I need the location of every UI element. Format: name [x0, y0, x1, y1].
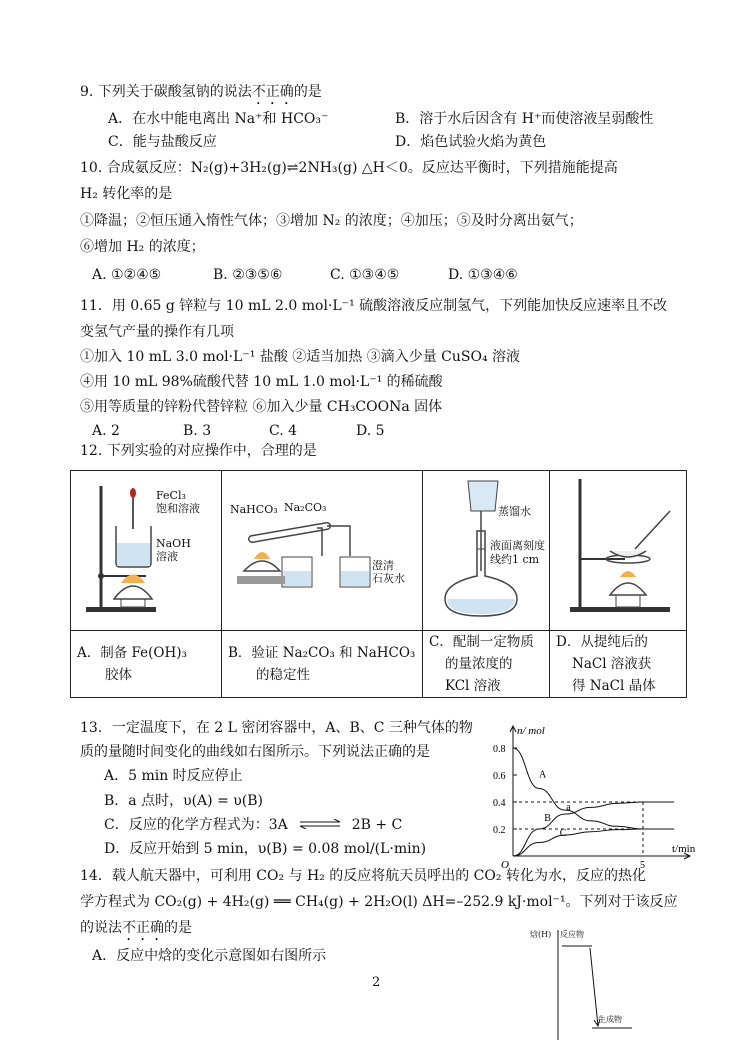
- q10-option-c: C. ①③④⑤: [330, 267, 400, 283]
- q12-stem: 12. 下列实验的对应操作中，合理的是: [80, 443, 317, 459]
- series-line-C: [513, 829, 674, 856]
- experiment-table: [70, 470, 687, 698]
- q13-option-a: A．5 min 时反应停止: [104, 768, 243, 784]
- enthalpy-axis-label: 焓(H): [530, 930, 552, 939]
- q9-stem: 9. 下列关于碳酸氢钠的说法不正确的是: [80, 84, 322, 100]
- q14-stem: 14．载人航天器中，可利用 CO₂ 与 H₂ 的反应将航天员呼出的 CO₂ 转化为水，反应的热化: [80, 868, 646, 884]
- equilibrium-arrow-icon: [298, 815, 342, 835]
- y-tick-label: 0.6: [493, 771, 506, 782]
- q11-items-1: ①加入 10 mL 3.0 mol·L⁻¹ 盐酸 ②适当加热 ③滴入少量 CuSO₄ 溶液: [80, 349, 521, 365]
- series-label-C: C: [559, 827, 567, 839]
- q10-stem: 10. 合成氨反应：N₂(g)+3H₂(g)⇌2NH₃(g) △H＜0。反应达平衡时，下列措施能提高: [80, 160, 618, 176]
- fig-b-label-nahco3: NaHCO₃: [230, 503, 278, 516]
- q14-option-a: A．反应中焓的变化示意图如右图所示: [92, 948, 327, 964]
- y-tick-label: 0.4: [493, 798, 506, 809]
- y-tick-label: 0.8: [493, 744, 506, 755]
- q10-option-a: A. ①②④⑤: [92, 267, 162, 283]
- fig-b-label-limewater: 澄清 石灰水: [372, 559, 405, 585]
- q11-items-2: ④用 10 mL 98%硫酸代替 10 mL 1.0 mol·L⁻¹ 的稀硫酸: [80, 374, 443, 390]
- evaporation-apparatus-diagram: [550, 471, 686, 626]
- products-label: 生成物: [598, 1015, 622, 1024]
- reactants-label: 反应物: [560, 930, 584, 939]
- carbonate-stability-apparatus-diagram: [222, 471, 422, 626]
- y-axis-label: n/ mol: [517, 725, 545, 737]
- series-label-A: A: [539, 769, 547, 781]
- caption-b: B．验证 Na₂CO₃ 和 NaHCO₃ 的稳定性: [222, 631, 423, 698]
- series-label-B: B: [544, 812, 551, 824]
- x-axis-label: t/min: [672, 843, 696, 855]
- q13-option-c: C．反应的化学方程式为：3A 2B + C: [104, 817, 403, 833]
- q13-stem-2: 质的量随时间变化的曲线如右图所示。下列说法正确的是: [80, 744, 430, 760]
- q10-option-b: B. ②③⑤⑥: [213, 267, 283, 283]
- q11-option-b: B. 3: [183, 423, 212, 439]
- y-tick-label: 0.2: [493, 825, 506, 836]
- caption-a: A．制备 Fe(OH)₃ 胶体: [71, 631, 222, 698]
- q9-option-c: C．能与盐酸反应: [108, 134, 217, 150]
- caption-c: C．配制一定物质 的量浓度的 KCl 溶液: [423, 631, 550, 698]
- enthalpy-diagram: [530, 926, 680, 1046]
- fig-c-label-water: 蒸馏水: [498, 505, 531, 518]
- q10-option-d: D. ①③④⑥: [448, 267, 518, 283]
- q13-amount-vs-time-chart: [485, 718, 710, 868]
- q11-items-3: ⑤用等质量的锌粉代替锌粒 ⑥加入少量 CH₃COONa 固体: [80, 399, 443, 415]
- fig-a-label-fecl3: FeCl₃ 饱和溶液: [156, 489, 200, 515]
- fig-c-label-level: 液面离刻度 线约1 cm: [490, 539, 545, 566]
- series-line-A: [513, 748, 674, 829]
- origin-label: O: [501, 859, 509, 868]
- q9-option-d: D．焰色试验火焰为黄色: [395, 134, 547, 150]
- q14-stem-3: 的说法不正确的是: [80, 920, 192, 936]
- q10-items-1: ①降温；②恒压通入惰性气体；③增加 N₂ 的浓度；④加压；⑤及时分离出氨气；: [80, 213, 583, 229]
- enthalpy-diagram-drawing: [530, 926, 680, 1046]
- x-tick-label: 5: [640, 860, 645, 868]
- q11-option-c: C. 4: [269, 423, 298, 439]
- q10-stem-2: H₂ 转化率的是: [80, 186, 173, 202]
- page-number: 2: [372, 975, 381, 990]
- fig-b-label-na2co3: Na₂CO₃: [284, 501, 327, 514]
- q11-stem-2: 变氢气产量的操作有几项: [80, 324, 234, 340]
- fig-a-label-naoh: NaOH 溶液: [156, 537, 191, 563]
- q13-option-d: D．反应开始到 5 min，υ(B) = 0.08 mol/(L·min): [104, 841, 427, 857]
- q10-items-2: ⑥增加 H₂ 的浓度；: [80, 239, 205, 255]
- caption-d: D．从提纯后的 NaCl 溶液获 得 NaCl 晶体: [550, 631, 687, 698]
- q14-stem-2: 学方程式为 CO₂(g) + 4H₂(g) ══ CH₄(g) + 2H₂O(l) ΔH=–252.9 kJ·mol⁻¹。下列对于该反应: [80, 894, 678, 910]
- figure-b-cell: [222, 471, 423, 631]
- q11-stem: 11．用 0.65 g 锌粒与 10 mL 2.0 mol·L⁻¹ 硫酸溶液反应制氢气，下列能加快反应速率且不改: [80, 298, 668, 314]
- q9-option-b: B．溶于水后因含有 H⁺而使溶液呈弱酸性: [395, 111, 654, 127]
- q9-option-a: A．在水中能电离出 Na⁺和 HCO₃⁻: [108, 111, 329, 127]
- q11-option-d: D. 5: [356, 423, 385, 439]
- intersection-point-label: a: [566, 802, 571, 814]
- figure-c-cell: [423, 471, 550, 631]
- figure-d-cell: [550, 471, 687, 631]
- q13-stem: 13．一定温度下，在 2 L 密闭容器中，A、B、C 三种气体的物: [80, 720, 473, 736]
- figure-a-cell: [71, 471, 222, 631]
- q13-option-b: B．a 点时，υ(A) = υ(B): [104, 793, 263, 809]
- q11-option-a: A. 2: [92, 423, 120, 439]
